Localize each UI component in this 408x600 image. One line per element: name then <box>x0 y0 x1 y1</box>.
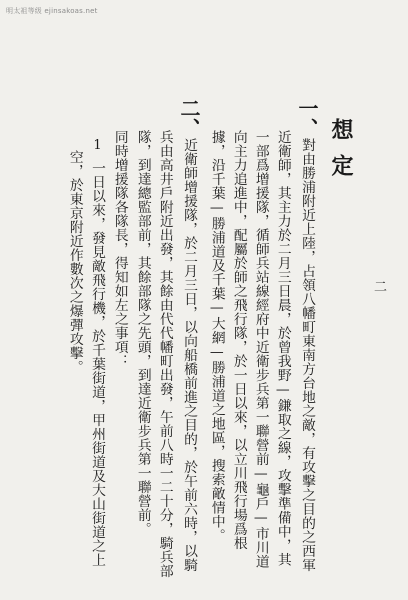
column-text: 對由勝浦附近上陸，占領八幡町東南方台地之敵，有攻擊之目的之西軍 <box>299 138 315 572</box>
paragraph-column: 近衛師，其主力於二月三日晨，於曾我野—鎌取之線，攻擊準備中，其 <box>274 130 291 567</box>
section-number: 一、 <box>295 98 319 138</box>
paragraph-column <box>89 138 105 567</box>
item-number: 1 <box>90 138 105 153</box>
watermark-stamp: 明太祖等级 ejinsakoas.net <box>6 7 98 15</box>
page-title: 想定 <box>328 118 354 190</box>
paragraph-column: 據，沿千葉—勝浦道及千葉—大網—勝浦道之地區，搜索敵情中。 <box>208 130 225 543</box>
paragraph-column: 兵由高井戶附近出發，其餘由代代幡町出發，午前八時一二十分，騎兵部 <box>156 130 173 578</box>
paragraph-column: 一部爲增援隊，循師兵站線經府中近衛步兵第一聯營前—龜戶—市川道 <box>252 130 269 569</box>
column-text: 近衛師增援隊，於二月三日，以向船橋前進之目的，於午前六時，以騎 <box>181 138 197 572</box>
page-number: 二 <box>374 280 388 295</box>
paragraph-column <box>179 98 199 572</box>
paragraph-column: 向主力追進中，配屬於師之飛行隊，於一日以來，以立川飛行場爲根 <box>230 130 247 550</box>
paragraph-column <box>297 98 317 572</box>
paragraph-column: 隊，到達總監部前，其餘部隊之先頭，到達近衛步兵第一聯營前。 <box>134 130 151 536</box>
paragraph-column: 同時增援隊各隊長，得知如左之事項： <box>111 130 128 368</box>
section-number: 二、 <box>177 98 201 138</box>
column-text: 一日以來，發見敵飛行機，於千葉街道，甲州街道及大山街道之上 <box>89 161 105 567</box>
paragraph-column: 空，於東京附近作數次之爆彈攻擊。 <box>66 150 83 374</box>
